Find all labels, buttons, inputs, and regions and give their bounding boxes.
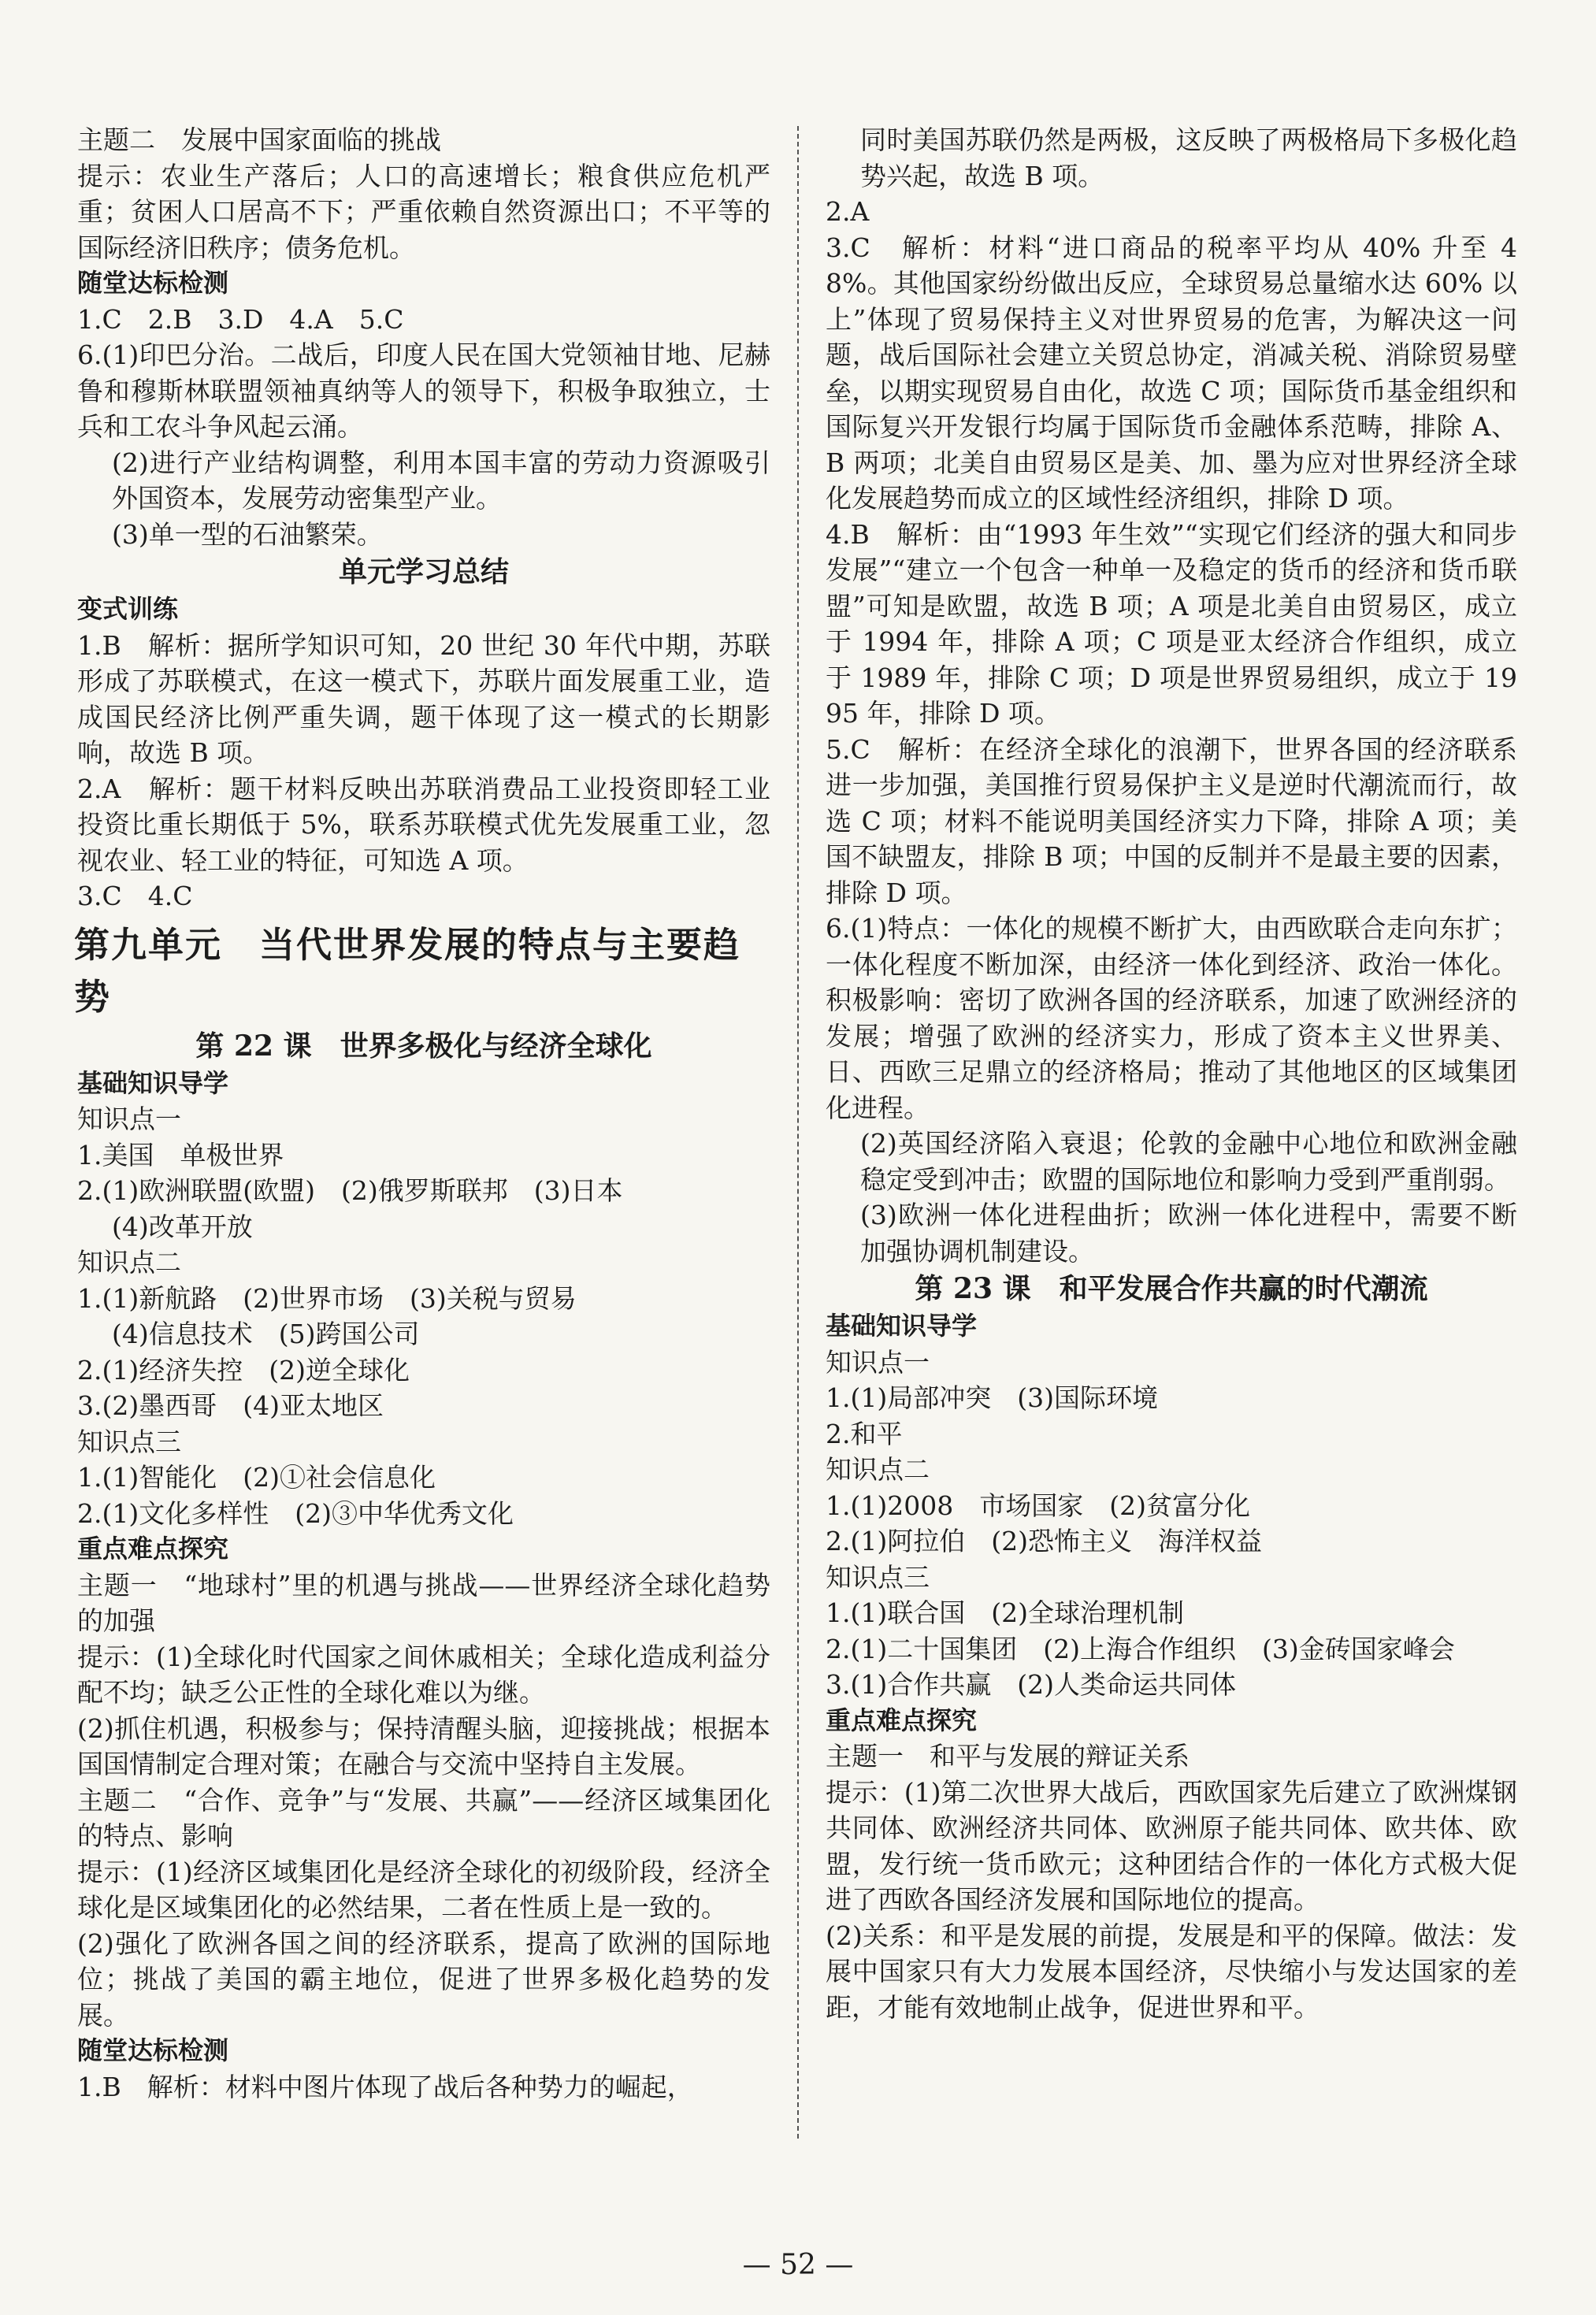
right-column-line: 1.(1)联合国 (2)全球治理机制: [826, 1597, 1184, 1628]
right-column-line: 知识点二: [826, 1454, 930, 1485]
left-column-line: 主题二 发展中国家面临的挑战: [77, 124, 441, 155]
right-column-line: (3)欧洲一体化进程曲折；欧洲一体化进程中，需要不断加强协调机制建设。: [860, 1200, 1517, 1267]
right-column-line: 知识点三: [826, 1561, 930, 1593]
right-column: [826, 122, 1517, 2025]
left-column-line: 变式训练: [77, 594, 179, 624]
right-column-line: 提示：(1)第二次世界大战后，西欧国家先后建立了欧洲煤钢共同体、欧洲经济共同体、欧洲原子能共同体、欧共体、欧盟，发行统一货币欧元；这种团结合作的一体化方式极大促进了西欧各国经济发展和国际地位的提高。: [826, 1776, 1517, 1915]
right-column-line: 4.B 解析：由“1993 年生效”“实现它们经济的强大和同步发展”“建立一个包含一种单一及稳定的货币的经济和货币联盟”可知是欧盟，故选 B 项；A 项是北美自由贸易区，成立于 1994 年，排除 A 项；C 项是亚太经济合作组织，成立于 1989 年，排除 C 项；D 项是世界贸易组织，成立于 1995 年，排除 D 项。: [826, 518, 1518, 729]
left-column-line: 随堂达标检测: [77, 268, 229, 298]
left-column-line: 2.A 解析：题干材料反映出苏联消费品工业投资即轻工业投资比重长期低于 5%，联系苏联模式优先发展重工业，忽视农业、轻工业的特征，可知选 A 项。: [77, 773, 770, 876]
right-column-line: 主题一 和平与发展的辩证关系: [826, 1741, 1190, 1771]
right-column-line: 同时美国苏联仍然是两极，这反映了两极格局下多极化趋势兴起，故选 B 项。: [860, 124, 1517, 191]
left-column-line: 知识点一: [77, 1104, 181, 1134]
right-column-line: 2.(1)阿拉伯 (2)恐怖主义 海洋权益: [826, 1526, 1262, 1556]
left-column-line: 随堂达标检测: [77, 2035, 229, 2065]
left-column-line: 2.(1)文化多样性 (2)③中华优秀文化: [77, 1497, 514, 1529]
left-column-line: 提示：农业生产落后；人口的高速增长；粮食供应危机严重；贫困人口居高不下；严重依赖自然资源出口；不平等的国际经济旧秩序；债务危机。: [77, 160, 770, 263]
left-column-line: 6.(1)印巴分治。二战后，印度人民在国大党领袖甘地、尼赫鲁和穆斯林联盟领袖真纳等人的领导下，积极争取独立，士兵和工农斗争风起云涌。: [77, 339, 770, 442]
left-column-line: 主题二 “合作、竞争”与“发展、共赢”——经济区域集团化的特点、影响: [77, 1784, 770, 1851]
left-column-line: 1.(1)新航路 (2)世界市场 (3)关税与贸易: [77, 1282, 577, 1314]
left-column-line: 3.C 4.C: [77, 881, 193, 911]
left-column-line: 提示：(1)经济区域集团化是经济全球化的初级阶段，经济全球化是区域集团化的必然结果，二者在性质上是一致的。: [77, 1856, 770, 1923]
column-divider: [797, 126, 799, 2139]
left-column-line: (2)进行产业结构调整，利用本国丰富的劳动力资源吸引外国资本，发展劳动密集型产业。: [112, 447, 770, 514]
left-column-line: (3)单一型的石油繁荣。: [112, 518, 383, 550]
left-column-line: 基础知识导学: [77, 1067, 229, 1098]
left-column-line: 重点难点探究: [77, 1534, 229, 1564]
left-column-line: 第 22 课 世界多极化与经济全球化: [195, 1029, 652, 1063]
right-column-line: 2.A: [826, 196, 870, 227]
left-column-line: 知识点三: [77, 1426, 181, 1457]
left-column-line: 1.B 解析：材料中图片体现了战后各种势力的崛起，: [77, 2071, 693, 2102]
right-column-line: (2)英国经济陷入衰退；伦敦的金融中心地位和欧洲金融稳定受到冲击；欧盟的国际地位和影响力受到严重削弱。: [860, 1128, 1517, 1195]
left-column-line: (4)改革开放: [112, 1211, 253, 1242]
left-column-line: (2)强化了欧洲各国之间的经济联系，提高了欧洲的国际地位；挑战了美国的霸主地位，促进了世界多极化趋势的发展。: [77, 1927, 770, 2031]
right-column-line: 5.C 解析：在经济全球化的浪潮下，世界各国的经济联系进一步加强，美国推行贸易保护主义是逆时代潮流而行，故选 C 项；材料不能说明美国经济实力下降，排除 A 项；美国不缺盟友，排除 B 项；中国的反制并不是最主要的因素，排除 D 项。: [826, 733, 1517, 908]
left-column-line: 单元学习总结: [338, 555, 509, 588]
left-column: [74, 122, 770, 2105]
right-column-line: 6.(1)特点：一体化的规模不断扩大，由西欧联合走向东扩；一体化程度不断加深，由经济一体化到经济、政治一体化。积极影响：密切了欧洲各国的经济联系，加速了欧洲经济的发展；增强了欧洲的经济实力，形成了资本主义世界美、日、西欧三足鼎立的经济格局；推动了其他地区的区域集团化进程。: [826, 913, 1517, 1123]
right-column-line: 第 23 课 和平发展合作共赢的时代潮流: [915, 1272, 1428, 1305]
left-column-line: (4)信息技术 (5)跨国公司: [112, 1319, 420, 1349]
page-number: — 52 —: [742, 2249, 854, 2281]
left-column-line: 2.(1)欧洲联盟(欧盟) (2)俄罗斯联邦 (3)日本: [77, 1175, 623, 1206]
right-column-line: 基础知识导学: [826, 1311, 978, 1341]
left-column-line: 主题一 “地球村”里的机遇与挑战——世界经济全球化趋势的加强: [77, 1569, 770, 1636]
right-column-line: 3.(1)合作共赢 (2)人类命运共同体: [826, 1669, 1236, 1700]
left-column-line: 1.(1)智能化 (2)①社会信息化: [77, 1462, 436, 1493]
left-column-line: 第九单元 当代世界发展的特点与主要趋势: [74, 923, 741, 1018]
left-column-line: (2)抓住机遇，积极参与；保持清醒头脑，迎接挑战；根据本国国情制定合理对策；在融合与交流中坚持自主发展。: [77, 1712, 770, 1779]
left-column-line: 1.B 解析：据所学知识可知，20 世纪 30 年代中期，苏联形成了苏联模式，在这一模式下，苏联片面发展重工业，造成国民经济比例严重失调，题干体现了这一模式的长期影响，故选 B 项。: [77, 629, 770, 768]
left-column-line: 2.(1)经济失控 (2)逆全球化: [77, 1354, 410, 1386]
right-column-line: 知识点一: [826, 1346, 930, 1378]
right-column-line: 2.和平: [826, 1418, 903, 1449]
right-column-line: 1.(1)局部冲突 (3)国际环境: [826, 1382, 1158, 1413]
right-column-line: 3.C 解析：材料“进口商品的税率平均从 40% 升至 48%。其他国家纷纷做出反应，全球贸易总量缩水达 60% 以上”体现了贸易保持主义对世界贸易的危害，为解决这一问题，战后国际社会建立关贸总协定，消减关税、消除贸易壁垒，以期实现贸易自由化，故选 C 项；国际货币基金组织和国际复兴开发银行均属于国际货币金融体系范畴，排除 A、B 两项；北美自由贸易区是美、加、墨为应对世界经济全球化发展趋势而成立的区域性经济组织，排除 D 项。: [826, 232, 1517, 514]
right-column-line: (2)关系：和平是发展的前提，发展是和平的保障。做法：发展中国家只有大力发展本国经济，尽快缩小与发达国家的差距，才能有效地制止战争，促进世界和平。: [826, 1920, 1517, 2023]
right-column-line: 重点难点探究: [826, 1705, 978, 1735]
left-column-line: 1.美国 单极世界: [77, 1139, 284, 1170]
left-column-line: 提示：(1)全球化时代国家之间休戚相关；全球化造成利益分配不均；缺乏公正性的全球化难以为继。: [77, 1641, 770, 1708]
right-column-line: 1.(1)2008 市场国家 (2)贫富分化: [826, 1490, 1250, 1521]
left-column-line: 1.C 2.B 3.D 4.A 5.C: [77, 303, 404, 335]
left-column-line: 知识点二: [77, 1247, 181, 1278]
left-column-line: 3.(2)墨西哥 (4)亚太地区: [77, 1390, 384, 1421]
right-column-line: 2.(1)二十国集团 (2)上海合作组织 (3)金砖国家峰会: [826, 1633, 1455, 1664]
